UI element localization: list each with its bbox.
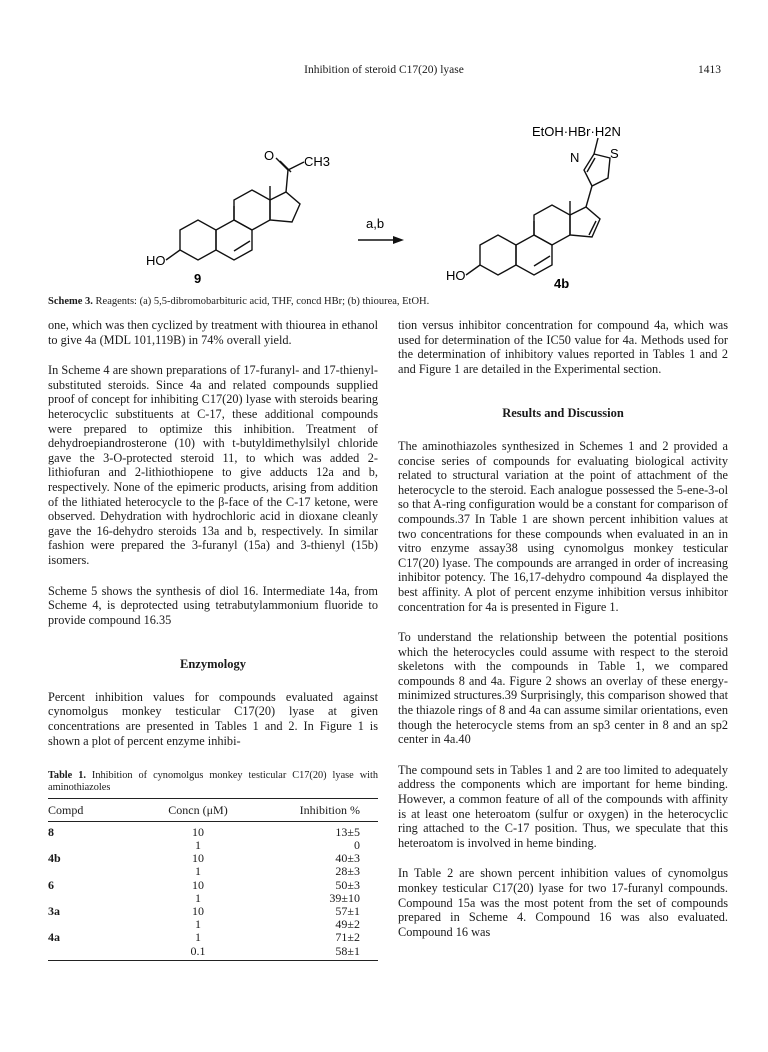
amine-salt-label: EtOH·HBr·H2N [532,124,621,139]
cell-compd [48,892,138,905]
running-header-title: Inhibition of steroid C17(20) lyase [304,64,464,76]
cell-inhibition: 40±3 [335,851,360,866]
paragraph: Scheme 5 shows the synthesis of diol 16. Intermediate 14a, from Scheme 4, is deprotected using tetrabutylammonium fluoride to provide compound 16.35 [48,583,378,627]
table-row [48,839,378,852]
table-row [48,931,378,944]
cell-concn: 1 [195,917,201,932]
table-caption-text: Inhibition of cynomolgus monkey testicular C17(20) lyase with aminothiazoles [48,770,378,794]
inhibition-table [48,798,378,961]
arrow-label: a,b [366,216,385,231]
cell-inhibition: 58±1 [258,945,378,961]
cell-inhibition: 13±5 [335,824,360,839]
cell-compd [48,865,138,878]
table-row [48,945,378,961]
reaction-arrow-head [393,236,404,244]
compound-number-9: 9 [194,271,202,286]
table-caption-prefix: Table 1. [48,770,86,782]
methyl-label: CH3 [304,154,331,169]
page-number: 1413 [698,64,721,76]
cell-concn: 10 [192,851,204,866]
paragraph: Percent inhibition values for compounds evaluated against cynomolgus monkey testicular C17(20) lyase at given concentrations are presented in Tables 1 and 2. In Figure 1 is shown a plot of percent enzyme inhibi- [48,689,378,748]
cell-compd: 3a [48,904,60,919]
cell-inhibition: 49±2 [335,917,360,932]
right-column [398,318,728,939]
scheme-caption-text: Reagents: (a) 5,5-dibromobarbituric acid, THF, concd HBr; (b) thiourea, EtOH. [95,296,430,307]
cell-compd: 4b [48,851,61,866]
cell-concn: 1 [195,838,201,853]
cell-compd: 4a [48,930,60,945]
cell-inhibition: 57±1 [335,904,360,919]
paragraph: The compound sets in Tables 1 and 2 are too limited to adequately address the components which are important for heme binding. However, a common feature of all of the compounds with affinity is at least one heteroatom (sulfur or oxygen) in the heterocyclic ring attached to the C-17 position. Thus, we speculate that this heteroatom is involved in heme binding. [398,762,728,850]
cell-concn: 0.1 [138,945,258,961]
ring-c-right [534,205,570,245]
table-row [48,821,378,839]
column-header-concn: Concn (μM) [138,799,258,822]
paragraph: tion versus inhibitor concentration for compound 4a, which was used for determination of the IC50 value for 4a. Methods used for the determination of inhibitory values reported in Tables 1 and 2 and Figure 1 are detailed in the Experimental section. [398,318,728,376]
cell-compd: 8 [48,824,54,839]
cell-concn: 1 [195,864,201,879]
column-header-inhibition: Inhibition % [258,799,378,822]
paragraph: To understand the relationship between the potential positions which the heterocycles could assume with respect to the steroid skeletons with the compounds in Table 1, we compared compounds 8 and 4a. Figure 2 shows an overlay of these energy-minimized structures.39 Surprisingly, this comparison showed that the thiazole rings of 8 and 4a can assume similar orientations, even though the heterocycle stems from an sp3 center in 8 and an sp2 center in 4a.40 [398,630,728,747]
paragraph: In Table 2 are shown percent inhibition values of cynomolgus monkey testicular C17(20) lyase for two 17-furanyl compounds. Compound 15a was the most potent from the set of compounds prepared in Scheme 4. Compound 16 was also evaluated. Compound 16 was [398,866,728,939]
cell-concn: 1 [195,890,201,905]
cell-concn: 10 [192,904,204,919]
cell-inhibition: 39±10 [329,890,360,905]
ring-a-right [480,235,516,275]
paragraph: In Scheme 4 are shown preparations of 17-furanyl- and 17-thienyl-substituted steroids. Since 4a and related compounds supplied proof of concept for inhibiting C17(20) lyase with steroids bearing heterocyclic substituents at C-17, these additional compounds were prepared to optimize this inhibition. Treatment of dehydroepiandrosterone (10) with t-butyldimethylsilyl chloride gave the 3-O-protected steroid 11, to which was added 2-lithiofuran and 2-lithiothiopene to give adducts 12a and b, respectively. None of the epimeric products, arising from addition of the lithiated heterocycle to the β-face of the C-17 ketone, were observed. Dehydration with hydrochloric acid in dioxane cleanly gave the 16-dehydro steroids 13a and b, respectively. In similar fashion were prepared the 3-furanyl (15a) and 3-thienyl (15b) isomers. [48,363,378,567]
cell-inhibition: 50±3 [335,877,360,892]
section-heading-enzymology: Enzymology [180,657,246,672]
table-caption [48,770,378,794]
table-row [48,905,378,918]
paragraph: The aminothiazoles synthesized in Schemes 1 and 2 provided a concise series of compounds for evaluating biological activity related to structural variation at the point of attachment of the heterocycle to the steroid. Each analogue possessed the 5-ene-3-ol so that A-ring configuration would be a constant for comparison of compounds.37 In Table 1 are shown percent inhibition values at two concentrations for these compounds when evaluated in an in vitro enzyme assay38 using cynomolgus monkey testicular C17(20) lyase. The compounds are arranged in order of increasing inhibitor potency. The 16,17-dehydro compound 4a displayed the best affinity. A plot of percent enzyme inhibition versus inhibitor concentration for 4a is presented in Figure 1. [398,438,728,614]
left-column [48,318,378,961]
table-row [48,918,378,931]
cell-compd [48,918,138,931]
section-heading-results: Results and Discussion [502,406,624,421]
ring-b-right [516,235,552,275]
ring-a-left [180,220,216,260]
scheme-caption-prefix: Scheme 3. [48,296,93,307]
table-row [48,852,378,865]
cell-concn: 10 [192,877,204,892]
table-row [48,879,378,892]
cell-inhibition: 0 [354,838,360,853]
thiazole-sulfur-label: S [610,146,619,161]
ring-c-left [234,190,270,230]
table-header-row [48,799,378,822]
cell-inhibition: 71±2 [335,930,360,945]
cell-concn: 10 [192,824,204,839]
thiazole-nitrogen-label: N [570,150,580,165]
hydroxyl-label-right: HO [446,268,466,283]
ring-d-left [270,192,300,222]
cell-inhibition: 28±3 [335,864,360,879]
carbonyl-oxygen-label: O [264,148,275,163]
hydroxyl-label-left: HO [146,253,166,268]
cell-compd [48,945,138,961]
cell-concn: 1 [195,930,201,945]
scheme-caption [48,296,728,307]
cell-compd [48,839,138,852]
table-row [48,865,378,878]
table-row [48,892,378,905]
cell-compd: 6 [48,877,54,892]
reaction-scheme [48,100,728,290]
ring-b-left [216,220,252,260]
column-header-compd: Compd [48,799,138,822]
paragraph: one, which was then cyclized by treatment with thiourea in ethanol to give 4a (MDL 101,119B) in 74% overall yield. [48,318,378,347]
compound-number-4b: 4b [554,276,570,290]
